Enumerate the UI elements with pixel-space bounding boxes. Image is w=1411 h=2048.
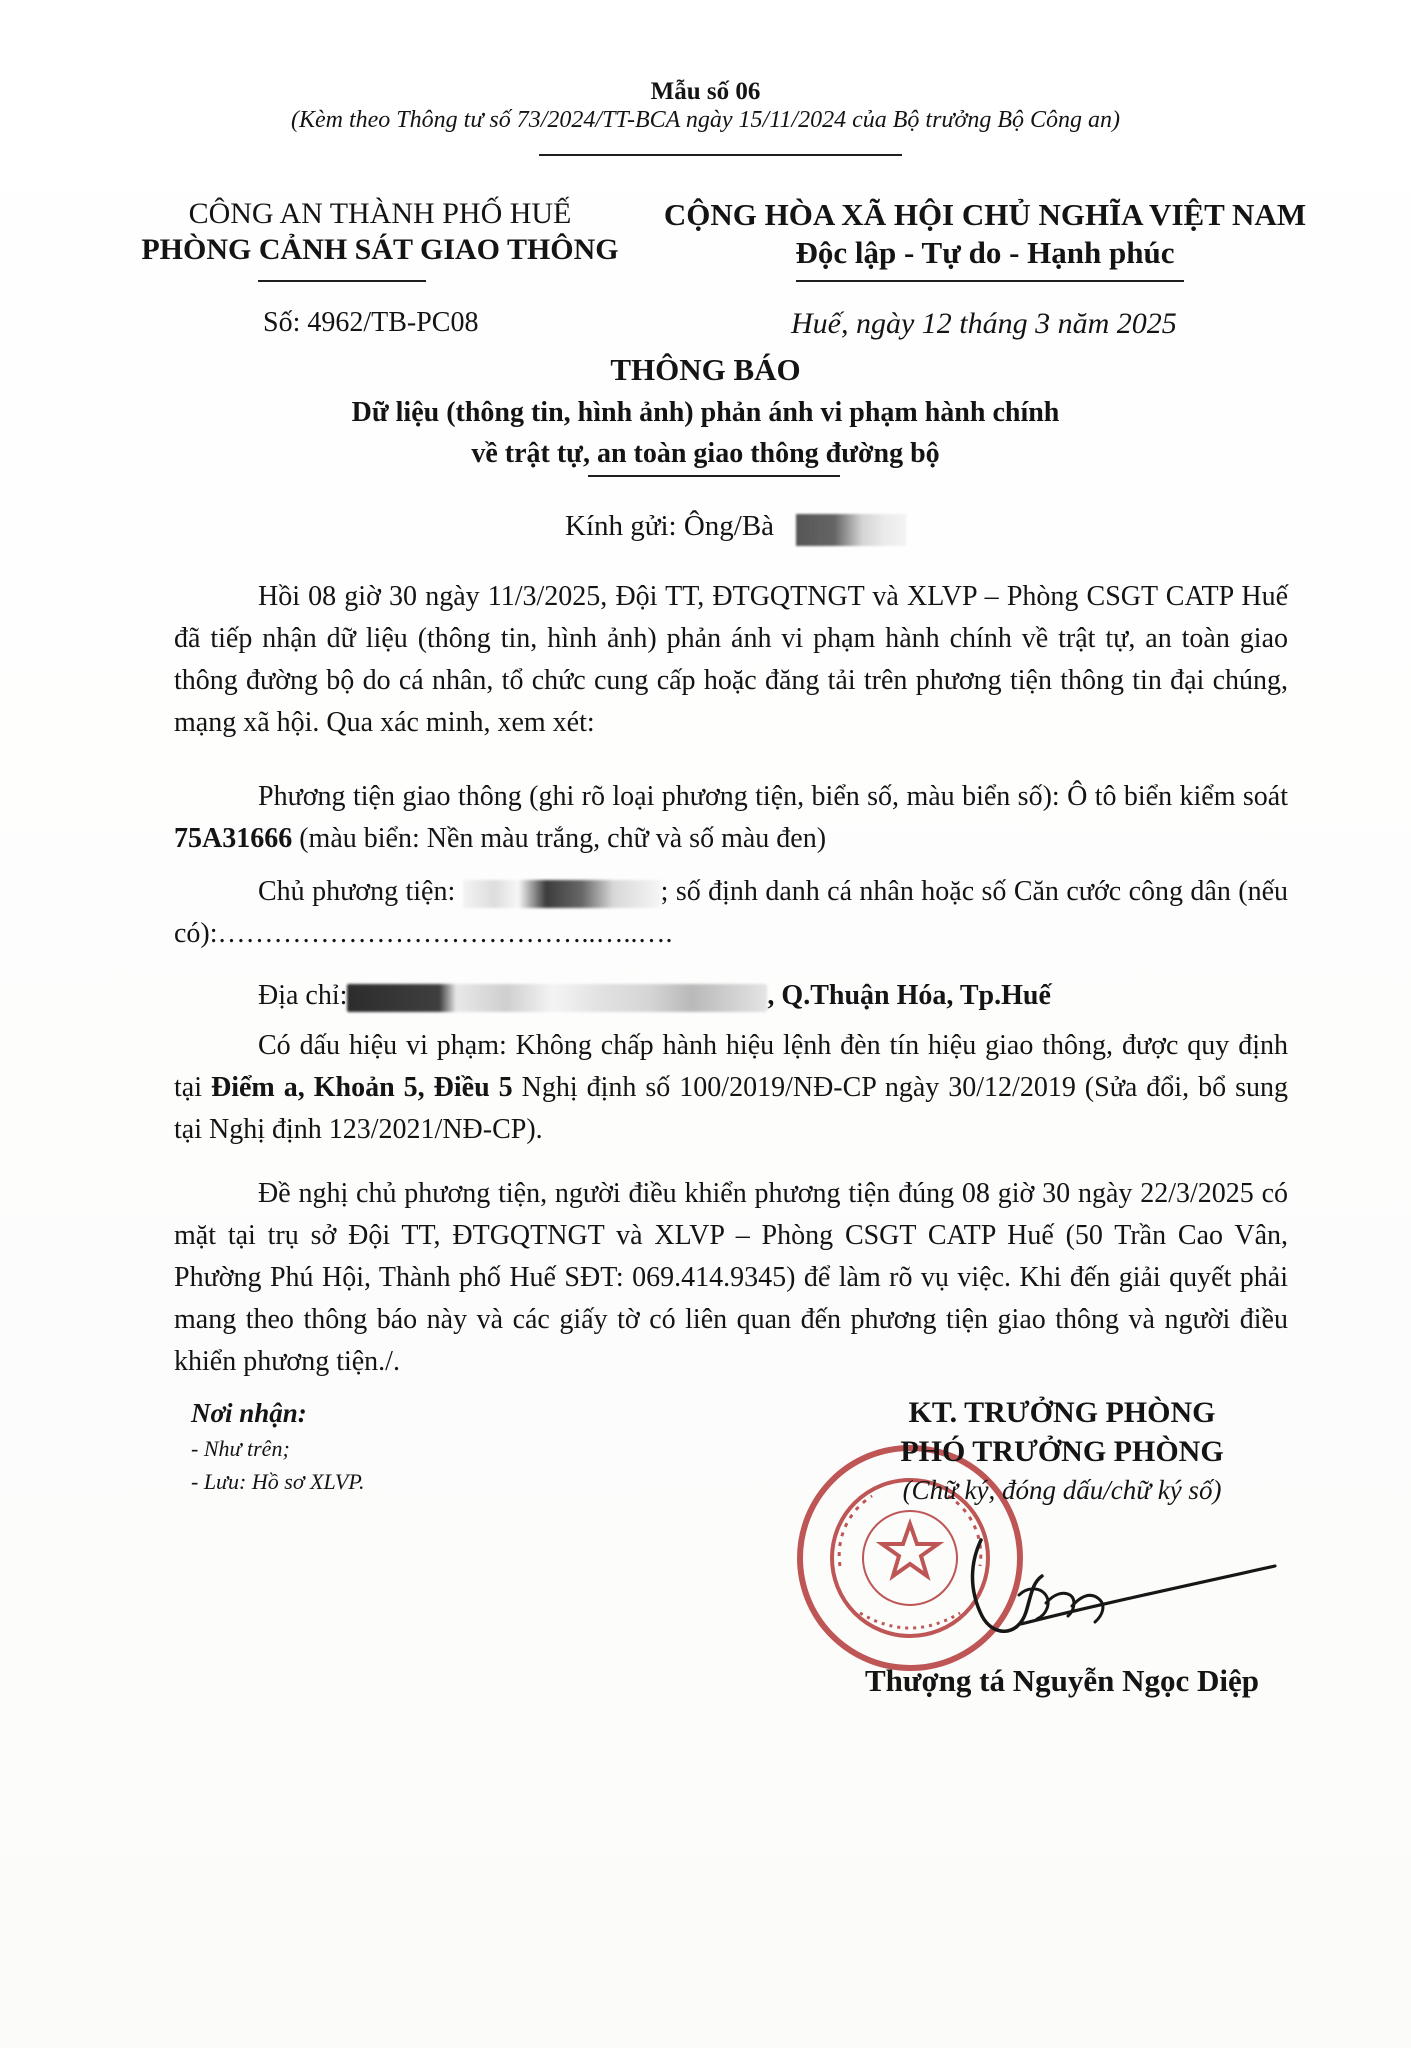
owner-label: Chủ phương tiện: xyxy=(258,876,463,907)
motto-underline xyxy=(796,280,1184,282)
redacted-owner-name xyxy=(463,880,661,908)
address-district-city: , Q.Thuận Hóa, Tp.Huế xyxy=(767,980,1051,1011)
paragraph-text: Hồi 08 giờ 30 ngày 11/3/2025, Đội TT, ĐTGQTNGT và XLVP – Phòng CSGT CATP Huế đã tiếp nhận dữ liệu (thông tin, hình ảnh) phản ánh vi phạm hành chính về trật tự, an toàn giao thông đường bộ do cá nhân, tổ chức cung cấp hoặc đăng tải trên phương tiện thông tin đại chúng, mạng xã hội. Qua xác minh, xem xét: xyxy=(174,581,1288,738)
paragraph-text xyxy=(174,871,1288,955)
issuing-agency-parent: CÔNG AN THÀNH PHỐ HUẾ xyxy=(188,197,572,230)
recipients-item: - Như trên; xyxy=(191,1436,290,1461)
form-number: Mẫu số 06 xyxy=(650,78,761,105)
national-heading xyxy=(640,197,1330,271)
decree-reference: Nghị định số 100/2019/NĐ-CP ngày 30/12/2019 (Sửa đổi, bổ sung tại Nghị định 123/2021/NĐ-CP). xyxy=(174,1072,1288,1145)
paragraph-received-report xyxy=(174,576,1288,744)
country-name: CỘNG HÒA XÃ HỘI CHỦ NGHĨA VIỆT NAM xyxy=(663,197,1307,232)
redacted-recipient-name xyxy=(796,514,906,546)
document-subtitle-line-2: về trật tự, an toàn giao thông đường bộ xyxy=(471,438,940,469)
handwritten-signature-icon xyxy=(947,1518,1277,1668)
redacted-address xyxy=(347,984,767,1012)
paragraph-violation xyxy=(174,1025,1288,1151)
violation-text: Có dấu hiệu vi phạm: Không chấp hành hiệu lệnh đèn tín hiệu giao thông, được quy định tại xyxy=(174,1030,1288,1103)
legal-clause: Điểm a, Khoản 5, Điều 5 xyxy=(210,1072,513,1103)
license-plate: 75A31666 xyxy=(174,823,293,854)
issuing-agency-name: PHÒNG CẢNH SÁT GIAO THÔNG xyxy=(141,233,619,266)
recipients-heading: Nơi nhận: xyxy=(191,1398,307,1428)
paragraph-text xyxy=(174,776,1288,860)
title-underline xyxy=(588,475,840,477)
signature-instruction: (Chữ ký, đóng dấu/chữ ký số) xyxy=(902,1475,1222,1505)
issue-date: Huế, ngày 12 tháng 3 năm 2025 xyxy=(791,307,1177,340)
recipients-item: - Lưu: Hồ sơ XLVP. xyxy=(191,1469,365,1494)
paragraph-text xyxy=(174,1025,1288,1151)
issuing-agency xyxy=(120,197,640,267)
document-title: THÔNG BÁO xyxy=(610,352,801,387)
paragraph-summons xyxy=(174,1173,1288,1383)
signer-position: PHÓ TRƯỞNG PHÒNG xyxy=(900,1435,1224,1468)
address-label: Địa chỉ: xyxy=(258,980,348,1011)
vehicle-plate-color: (màu biển: Nền màu trắng, chữ và số màu đen) xyxy=(292,823,827,854)
vehicle-text: Phương tiện giao thông (ghi rõ loại phương tiện, biển số, màu biển số): Ô tô biển kiểm soát xyxy=(258,781,1288,812)
owner-id-field: ; số định danh cá nhân hoặc số Căn cước công dân (nếu có):…………………………………..…..…. xyxy=(174,876,1288,949)
form-reference: (Kèm theo Thông tư số 73/2024/TT-BCA ngày 15/11/2024 của Bộ trưởng Bộ Công an) xyxy=(291,107,1120,133)
agency-underline xyxy=(258,280,426,282)
paragraph-vehicle xyxy=(174,776,1288,860)
national-motto: Độc lập - Tự do - Hạnh phúc xyxy=(795,235,1175,270)
paragraph-text xyxy=(174,975,1288,1017)
paragraph-address xyxy=(174,975,1288,1017)
recipient-line: Kính gửi: Ông/Bà xyxy=(565,510,775,542)
form-reference-underline xyxy=(539,154,902,156)
paragraph-owner xyxy=(174,871,1288,955)
paragraph-text: Đề nghị chủ phương tiện, người điều khiển phương tiện đúng 08 giờ 30 ngày 22/3/2025 có mặt tại trụ sở Đội TT, ĐTGQTNGT và XLVP – Phòng CSGT CATP Huế (50 Trần Cao Vân, Phường Phú Hội, Thành phố Huế SĐT: 069.414.9345) để làm rõ vụ việc. Khi đến giải quyết phải mang theo thông báo này và các giấy tờ có liên quan đến phương tiện giao thông và người điều khiển phương tiện./. xyxy=(174,1178,1288,1377)
document-number: Số: 4962/TB-PC08 xyxy=(263,307,479,338)
signer-name: Thượng tá Nguyễn Ngọc Diệp xyxy=(864,1663,1260,1698)
signer-authority: KT. TRƯỞNG PHÒNG xyxy=(908,1396,1216,1429)
document-subtitle-line-1: Dữ liệu (thông tin, hình ảnh) phản ánh vi phạm hành chính xyxy=(351,397,1060,428)
